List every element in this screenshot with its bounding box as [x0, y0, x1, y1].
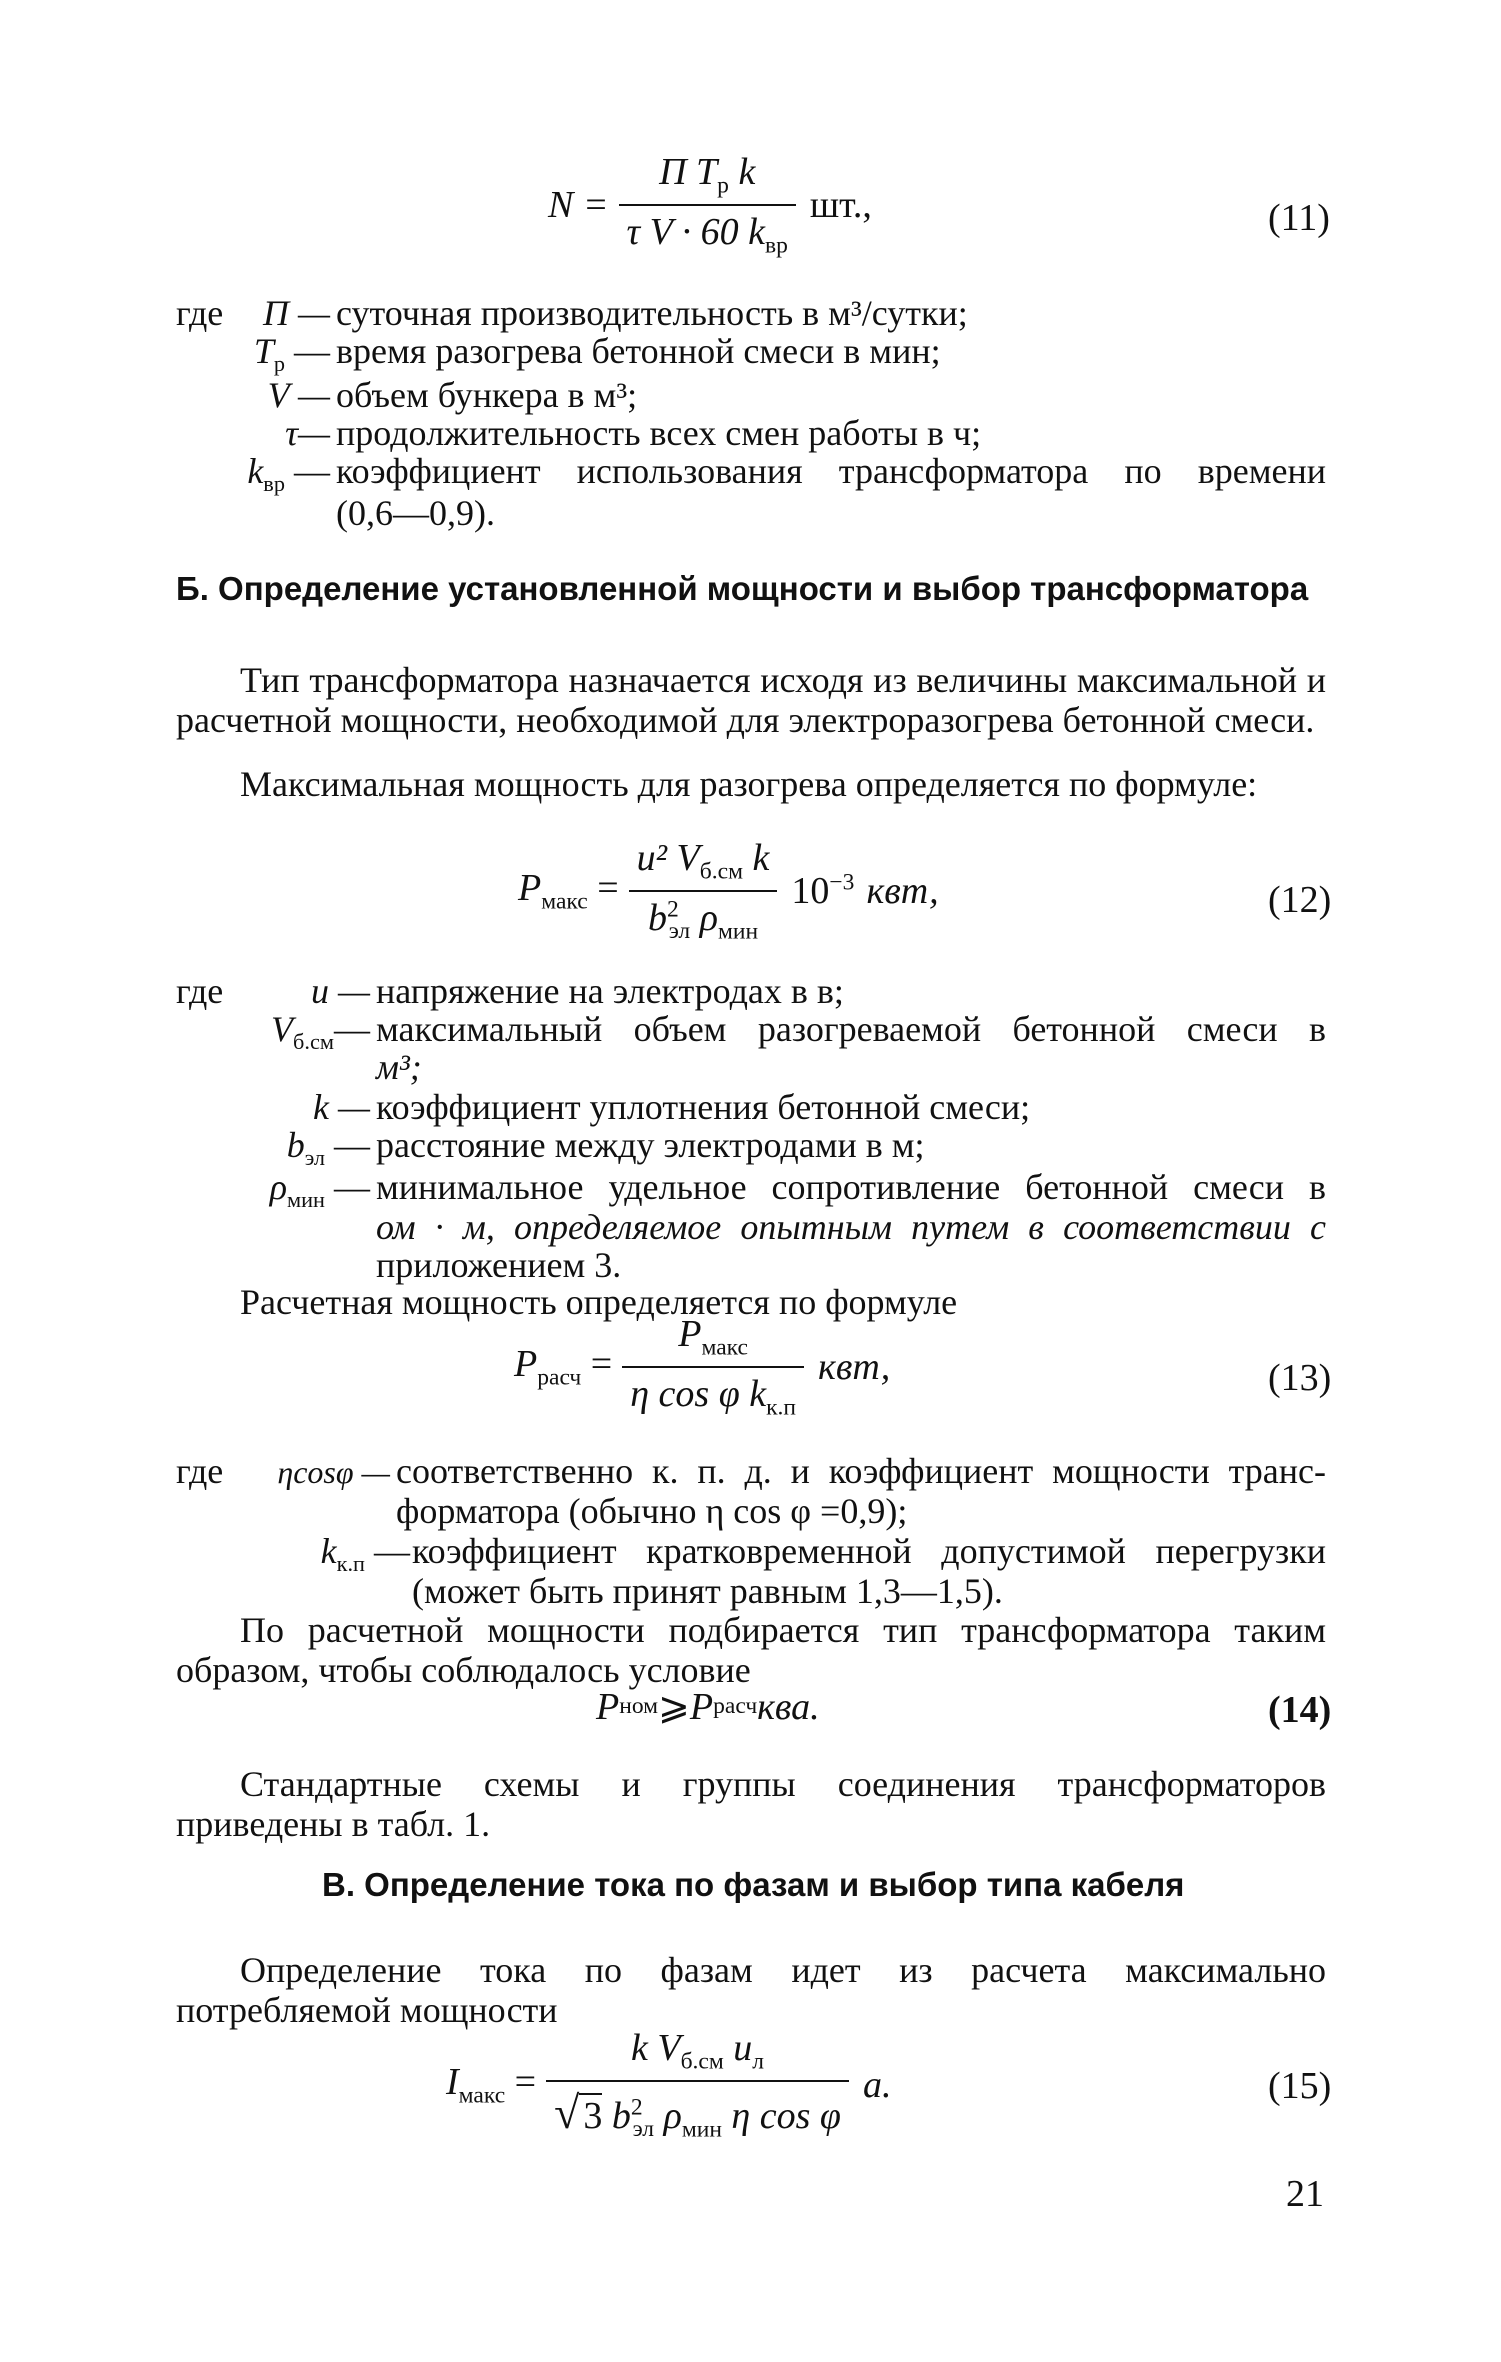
numerator: [622, 1312, 804, 1368]
num-u-sub: л: [752, 2048, 765, 2075]
cont-text: м³;: [376, 1047, 422, 1087]
formula-lhs: $P_{макс}$ =: [518, 866, 619, 915]
multiplier: [791, 869, 854, 913]
lhs-sub: макс: [541, 888, 588, 915]
symbol: [230, 1450, 390, 1492]
dash: —: [365, 1531, 410, 1571]
num-k: k: [738, 151, 756, 193]
page-number: 21: [1286, 2173, 1324, 2215]
lhs-text: P: [596, 1685, 620, 1728]
num-sub: б.см: [699, 858, 743, 885]
num-u: u: [723, 2027, 753, 2069]
definition-cont: (может быть принят равным 1,3—1,5).: [412, 1571, 1003, 1611]
den-sup: 2: [666, 895, 679, 922]
symbol: [230, 1124, 370, 1171]
definition-cont: форматора (обычно η cos φ =0,9);: [396, 1491, 908, 1531]
equation-number-14: (14): [1268, 1689, 1332, 1731]
mult-exp: −3: [829, 868, 855, 895]
dash: —: [285, 451, 330, 491]
definition-cont: (0,6—0,9).: [336, 493, 495, 533]
definition: напряжение на электродах в в;: [376, 971, 844, 1011]
sym-sub: к.п: [336, 1551, 365, 1577]
num-k: k: [743, 837, 770, 879]
unit: квт,: [818, 1345, 891, 1388]
definition: максимальный объем разогреваемой бетонной смеси в: [376, 1009, 1326, 1049]
formula-lhs: $I_{макс}$ =: [446, 2060, 537, 2109]
definition: суточная производительность в м³/сутки;: [336, 293, 968, 333]
formula-11: [548, 150, 872, 259]
operator: ⩾: [658, 1686, 690, 1728]
definition-cont: приложением 3.: [376, 1245, 622, 1285]
definition: минимальное удельное сопротивление бетонной смеси в: [376, 1167, 1326, 1207]
lhs-sub: ном: [619, 1693, 659, 1719]
rhs-text: P: [689, 1685, 714, 1728]
den-sub: вр: [765, 232, 788, 259]
definition: коэффициент уплотнения бетонной смеси;: [376, 1087, 1031, 1127]
where-label: где: [176, 293, 224, 333]
equation-number-11: (11): [1268, 197, 1330, 239]
mult-base: 10: [791, 869, 830, 912]
sym-text: ρ: [269, 1167, 287, 1207]
formula-lhs: $P_{расч}$ =: [514, 1342, 613, 1391]
symbol: [210, 1166, 370, 1213]
sym-text: V: [271, 1009, 294, 1049]
den-text: η cos φ k: [630, 1372, 767, 1415]
symbol: [230, 970, 370, 1012]
sym-text: τ—: [285, 413, 330, 453]
section-heading-b: Б. Определение установленной мощности и выбор трансформатора: [176, 570, 1309, 607]
den-text: τ V · 60 k: [626, 210, 765, 253]
sym-text: k —: [313, 1087, 370, 1127]
dash: —: [325, 1167, 370, 1207]
sym-sub: р: [273, 351, 285, 377]
definition: продолжительность всех смен работы в ч;: [336, 413, 982, 453]
denominator: [546, 2082, 849, 2144]
den-sub: эл: [668, 918, 691, 945]
unit: ква.: [757, 1685, 820, 1728]
equation-number-15: (15): [1268, 2065, 1332, 2107]
where-label: где: [176, 1451, 224, 1491]
fraction: [622, 1312, 804, 1421]
lhs-text: P: [514, 1342, 538, 1385]
definition: соответственно к. п. д. и коэффициент мощности транс-: [396, 1451, 1326, 1491]
sym-text: u —: [310, 971, 370, 1011]
definition: объем бункера в м³;: [336, 375, 638, 415]
den-tail: η cos φ: [721, 2094, 841, 2137]
formula-13: [514, 1312, 890, 1421]
where-label: где: [176, 971, 224, 1011]
fraction: [619, 150, 796, 259]
symbol: [200, 292, 330, 334]
fraction: [629, 836, 778, 945]
sqrt-sign: √: [554, 2086, 580, 2138]
paragraph: Определение тока по фазам идет из расчета максимально потребляемой мощности: [176, 1950, 1326, 2030]
numerator: [619, 150, 796, 206]
formula-12: [518, 836, 939, 945]
sym-sub: эл: [304, 1145, 325, 1171]
denominator: [622, 1368, 804, 1422]
den-rho: ρ: [690, 896, 718, 939]
sym-text: b: [286, 1125, 305, 1165]
symbol: [250, 1530, 410, 1577]
paragraph: Стандартные схемы и группы соединения трансформаторов приведены в табл. 1.: [176, 1764, 1326, 1844]
num-text: П T: [659, 151, 718, 193]
section-heading-v: В. Определение тока по фазам и выбор типа кабеля: [322, 1866, 1185, 1903]
numerator: [629, 836, 778, 892]
definition-cont: [376, 1046, 422, 1088]
definition: расстояние между электродами в м;: [376, 1125, 925, 1165]
lhs-text: P: [518, 866, 542, 909]
den-text: b: [602, 2094, 631, 2137]
unit: a.: [862, 2063, 892, 2106]
den-rho-sub: мин: [681, 2116, 722, 2143]
symbol: [210, 1008, 370, 1055]
symbol: [200, 330, 330, 377]
symbol: [200, 374, 330, 416]
den-sub: к.п: [766, 1394, 797, 1421]
sym-text: k: [320, 1531, 337, 1571]
equation-number-12: (12): [1268, 879, 1332, 921]
paragraph: Максимальная мощность для разогрева определяется по формуле:: [240, 764, 1258, 804]
paragraph: По расчетной мощности подбирается тип трансформатора таким образом, чтобы соблюдалось условие: [176, 1610, 1326, 1690]
fraction: [546, 2026, 849, 2143]
paragraph: Расчетная мощность определяется по формуле: [240, 1282, 958, 1322]
symbol: [200, 412, 330, 454]
sym-sub: вр: [263, 471, 285, 497]
den-rho: ρ: [654, 2094, 682, 2137]
num-text: P: [678, 1313, 702, 1355]
lhs-sub: макс: [458, 2082, 506, 2109]
sym-text: ηcosφ —: [277, 1454, 390, 1490]
sym-text: П —: [262, 293, 330, 333]
den-sup: 2: [630, 2093, 643, 2120]
unit: шт.,: [809, 183, 872, 226]
lhs-text: I: [446, 2060, 459, 2103]
sqrt-radicand: 3: [579, 2093, 602, 2137]
denominator: [629, 892, 778, 946]
den-rho-sub: мин: [717, 918, 759, 945]
paragraph: Тип трансформатора назначается исходя из величины максимальной и расчетной мощности, необходимой для электроразогрева бетонной смеси.: [176, 660, 1326, 740]
lhs-sub: расч: [537, 1364, 582, 1391]
numerator: [546, 2026, 849, 2082]
definition: коэффициент кратковременной допустимой перегрузки: [412, 1531, 1326, 1571]
formula-lhs: N =: [548, 183, 609, 226]
sym-text: k: [247, 451, 264, 491]
num-sub: б.см: [680, 2048, 724, 2075]
definition-cont: ом · м, определяемое опытным путем в соответствии с: [376, 1207, 1326, 1247]
dash: —: [285, 331, 330, 371]
symbol: [230, 1086, 370, 1128]
symbol: [200, 450, 330, 497]
dash: —: [334, 1009, 370, 1049]
definition: время разогрева бетонной смеси в мин;: [336, 331, 941, 371]
rhs-sub: расч: [713, 1693, 758, 1719]
sym-text: V —: [267, 375, 330, 415]
dash: —: [325, 1125, 370, 1165]
den-sub: эл: [632, 2116, 655, 2143]
definition: коэффициент использования трансформатора по времени: [336, 451, 1326, 491]
formula-15: [446, 2026, 891, 2143]
sym-sub: б.см: [293, 1029, 334, 1055]
num-sub: р: [717, 172, 729, 199]
sym-sub: мин: [286, 1187, 325, 1213]
unit: квт,: [866, 869, 939, 912]
formula-14: [596, 1684, 820, 1729]
sym-text: T: [253, 331, 274, 371]
num-sub: макс: [701, 1334, 748, 1361]
num-text: k V: [630, 2027, 681, 2069]
den-text: b: [647, 896, 667, 939]
num-text: u² V: [636, 837, 700, 879]
equation-number-13: (13): [1268, 1357, 1332, 1399]
denominator: [619, 206, 796, 260]
